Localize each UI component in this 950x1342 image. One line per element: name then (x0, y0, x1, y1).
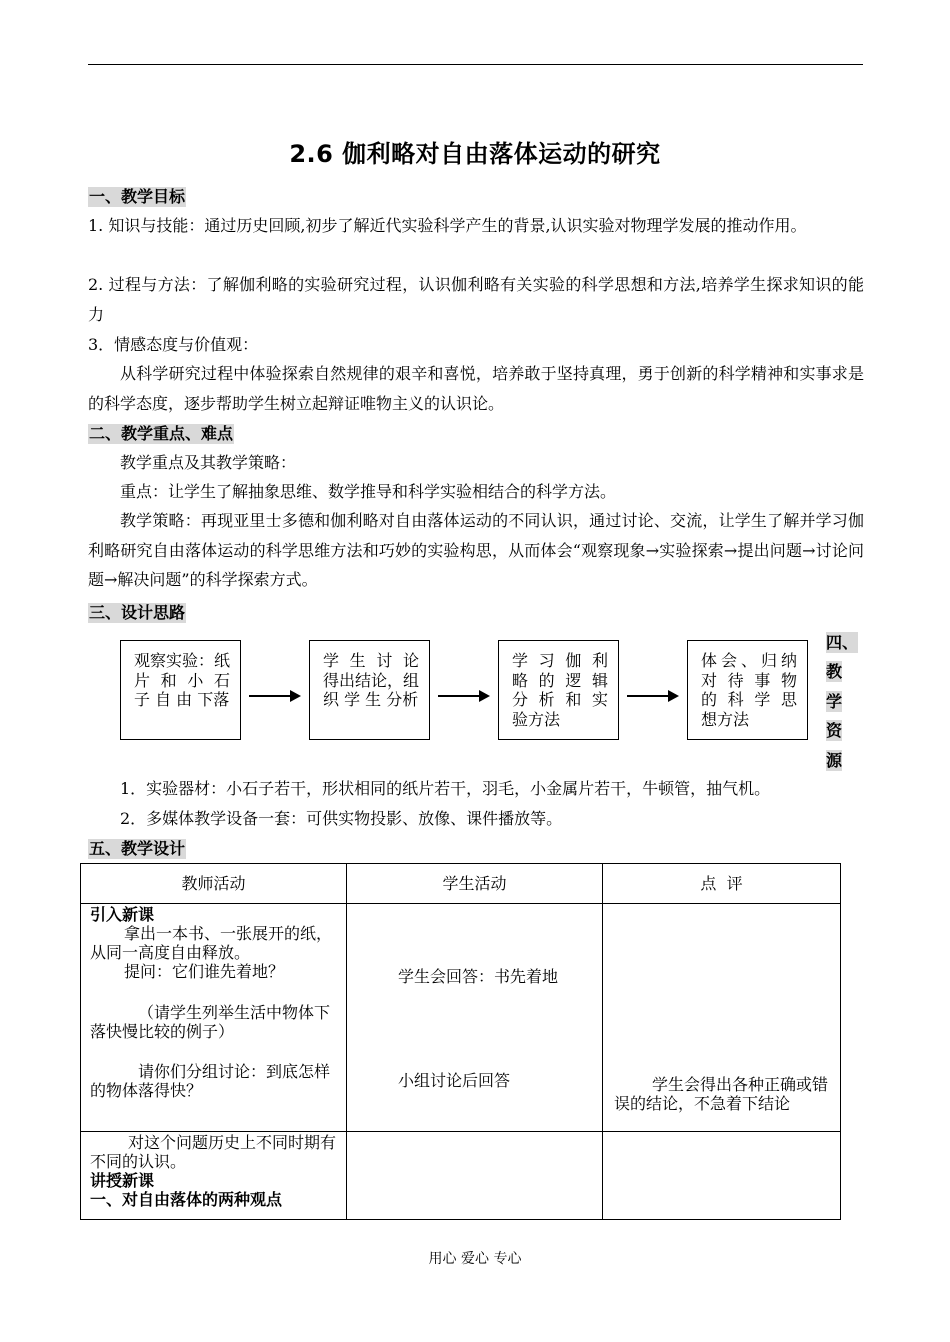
arrow-head-icon (479, 690, 490, 702)
resources-multimedia: 2．多媒体教学设备一套：可供实物投影、放像、课件播放等。 (120, 809, 563, 828)
teacher-activity: 拿出一本书、一张展开的纸，从同一高度自由释放。 (90, 924, 333, 962)
flow-box-summarize (687, 640, 808, 740)
arrow-head-icon (668, 690, 679, 702)
keypoints-focus: 重点：让学生了解抽象思维、数学推导和科学实验相结合的科学方法。 (120, 482, 617, 501)
flow-box-text: 观察实验：纸 片 和 小 石 子 自 由 下落 (134, 651, 231, 709)
teacher-activity: 对这个问题历史上不同时期有不同的认识。 (90, 1133, 337, 1171)
page-title: 2.6 伽利略对自由落体运动的研究 (289, 140, 661, 168)
keypoints-intro: 教学重点及其教学策略： (120, 453, 297, 472)
keypoints-strategy: 教学策略：再现亚里士多德和伽利略对自由落体运动的不同认识，通过讨论、交流，让学生了解并学习伽利略研究自由落体运动的科学思维方法和巧妙的实验构思，从而体会“观察现象→实验探索→提出问题→讨论问题→解决问题”的科学探索方式。 (88, 511, 864, 589)
section-heading-resources-char: 教 (826, 662, 843, 681)
section-heading-resources-char: 四、 (826, 633, 859, 652)
section-heading-teaching-design: 五、教学设计 (89, 839, 186, 858)
flow-box-text: 学 生 讨 论 得出结论，组 织 学 生 分析 (323, 651, 420, 709)
section-heading-objectives: 一、教学目标 (89, 187, 186, 206)
section-heading-resources-char: 学 (826, 692, 843, 711)
table-divider (346, 863, 347, 1220)
student-activity: 小组讨论后回答 (398, 1071, 511, 1090)
header-rule (88, 64, 863, 65)
section-heading-resources-char: 源 (826, 751, 843, 770)
objective-attitude-label: 3．情感态度与价值观： (88, 335, 259, 354)
table-divider (80, 1131, 841, 1132)
section-heading-keypoints: 二、教学重点、难点 (89, 424, 234, 443)
arrow-head-icon (290, 690, 301, 702)
table-divider (80, 903, 841, 904)
flow-box-text: 体会、归纳 对 待 事 物 的 科 学 思 想方法 (701, 651, 797, 729)
objective-attitude-text: 从科学研究过程中体验探索自然规律的艰辛和喜悦，培养敢于坚持真理，勇于创新的科学精神和实事求是的科学态度，逐步帮助学生树立起辩证唯物主义的认识论。 (88, 364, 864, 413)
student-activity: 学生会回答：书先着地 (398, 967, 559, 986)
teacher-section-title: 讲授新课 (90, 1171, 155, 1190)
objective-process: 2. 过程与方法：了解伽利略的实验研究过程，认识伽利略有关实验的科学思想和方法,培养学生探求知识的能力 (88, 275, 864, 324)
section-heading-resources-char: 资 (826, 721, 843, 740)
flow-arrow (249, 695, 291, 697)
flow-box-observe (120, 640, 241, 740)
section-heading-design: 三、设计思路 (89, 603, 186, 622)
teacher-activity: 请你们分组讨论：到底怎样的物体落得快？ (90, 1062, 331, 1100)
flow-box-discuss (309, 640, 430, 740)
flow-box-learn (498, 640, 619, 740)
flow-arrow (438, 695, 480, 697)
column-header-comment: 点 评 (700, 874, 743, 893)
teacher-activity: （请学生列举生活中物体下落快慢比较的例子） (90, 1003, 331, 1041)
teacher-subsection-title: 一、对自由落体的两种观点 (90, 1190, 283, 1209)
resources-equipment: 1．实验器材：小石子若干，形状相同的纸片若干，羽毛，小金属片若干，牛顿管，抽气机。 (120, 779, 771, 798)
teacher-section-title: 引入新课 (90, 905, 155, 924)
comment-text: 学生会得出各种正确或错误的结论，不急着下结论 (614, 1075, 829, 1113)
flow-arrow (627, 695, 669, 697)
column-header-teacher: 教师活动 (181, 874, 246, 893)
column-header-student: 学生活动 (442, 874, 507, 893)
page-footer: 用心 爱心 专心 (428, 1251, 522, 1267)
flow-box-text: 学 习 伽 利 略 的 逻 辑 分 析 和 实 验方法 (512, 651, 608, 729)
teacher-activity: 提问：它们谁先着地？ (124, 962, 285, 981)
objective-knowledge: 1. 知识与技能：通过历史回顾,初步了解近代实验科学产生的背景,认识实验对物理学发展的推动作用。 (88, 216, 807, 235)
table-divider (602, 863, 603, 1220)
